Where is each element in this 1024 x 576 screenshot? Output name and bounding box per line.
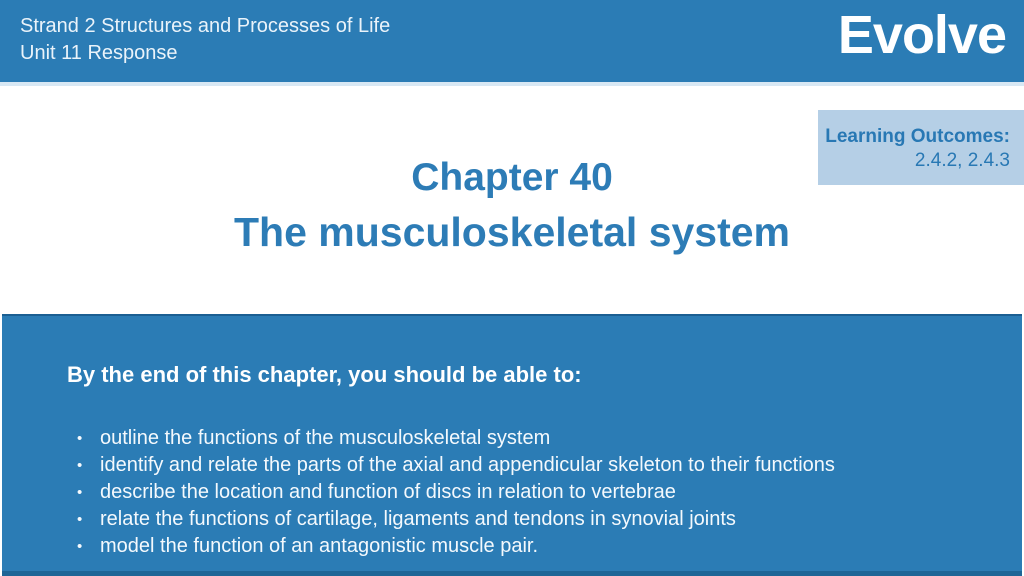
list-item: • relate the functions of cartilage, ligaments and tendons in synovial joints (77, 506, 962, 533)
top-bar (0, 0, 1024, 82)
evolve-logo: Evolve (837, 5, 1006, 65)
course-info (20, 13, 390, 67)
main-area (0, 86, 1024, 314)
objectives-heading: By the end of this chapter, you should be able to: (67, 362, 582, 387)
list-item: • describe the location and function of discs in relation to vertebrae (77, 479, 962, 506)
chapter-title (0, 152, 1024, 260)
unit-title: Unit 11 Response (20, 42, 178, 64)
list-item: • identify and relate the parts of the axial and appendicular skeleton to their functions (77, 452, 962, 479)
chapter-number: Chapter 40 (411, 156, 613, 199)
objectives-list (2, 425, 1022, 560)
list-item: • model the function of an antagonistic muscle pair. (77, 533, 962, 560)
learning-outcomes-label: Learning Outcomes: (825, 126, 1010, 147)
chapter-name: The musculoskeletal system (233, 209, 791, 255)
list-item: • outline the functions of the musculoskeletal system (77, 425, 962, 452)
learning-outcomes-codes: 2.4.2, 2.4.3 (914, 150, 1010, 171)
objectives-panel (2, 314, 1022, 576)
strand-title: Strand 2 Structures and Processes of Life (20, 15, 391, 37)
